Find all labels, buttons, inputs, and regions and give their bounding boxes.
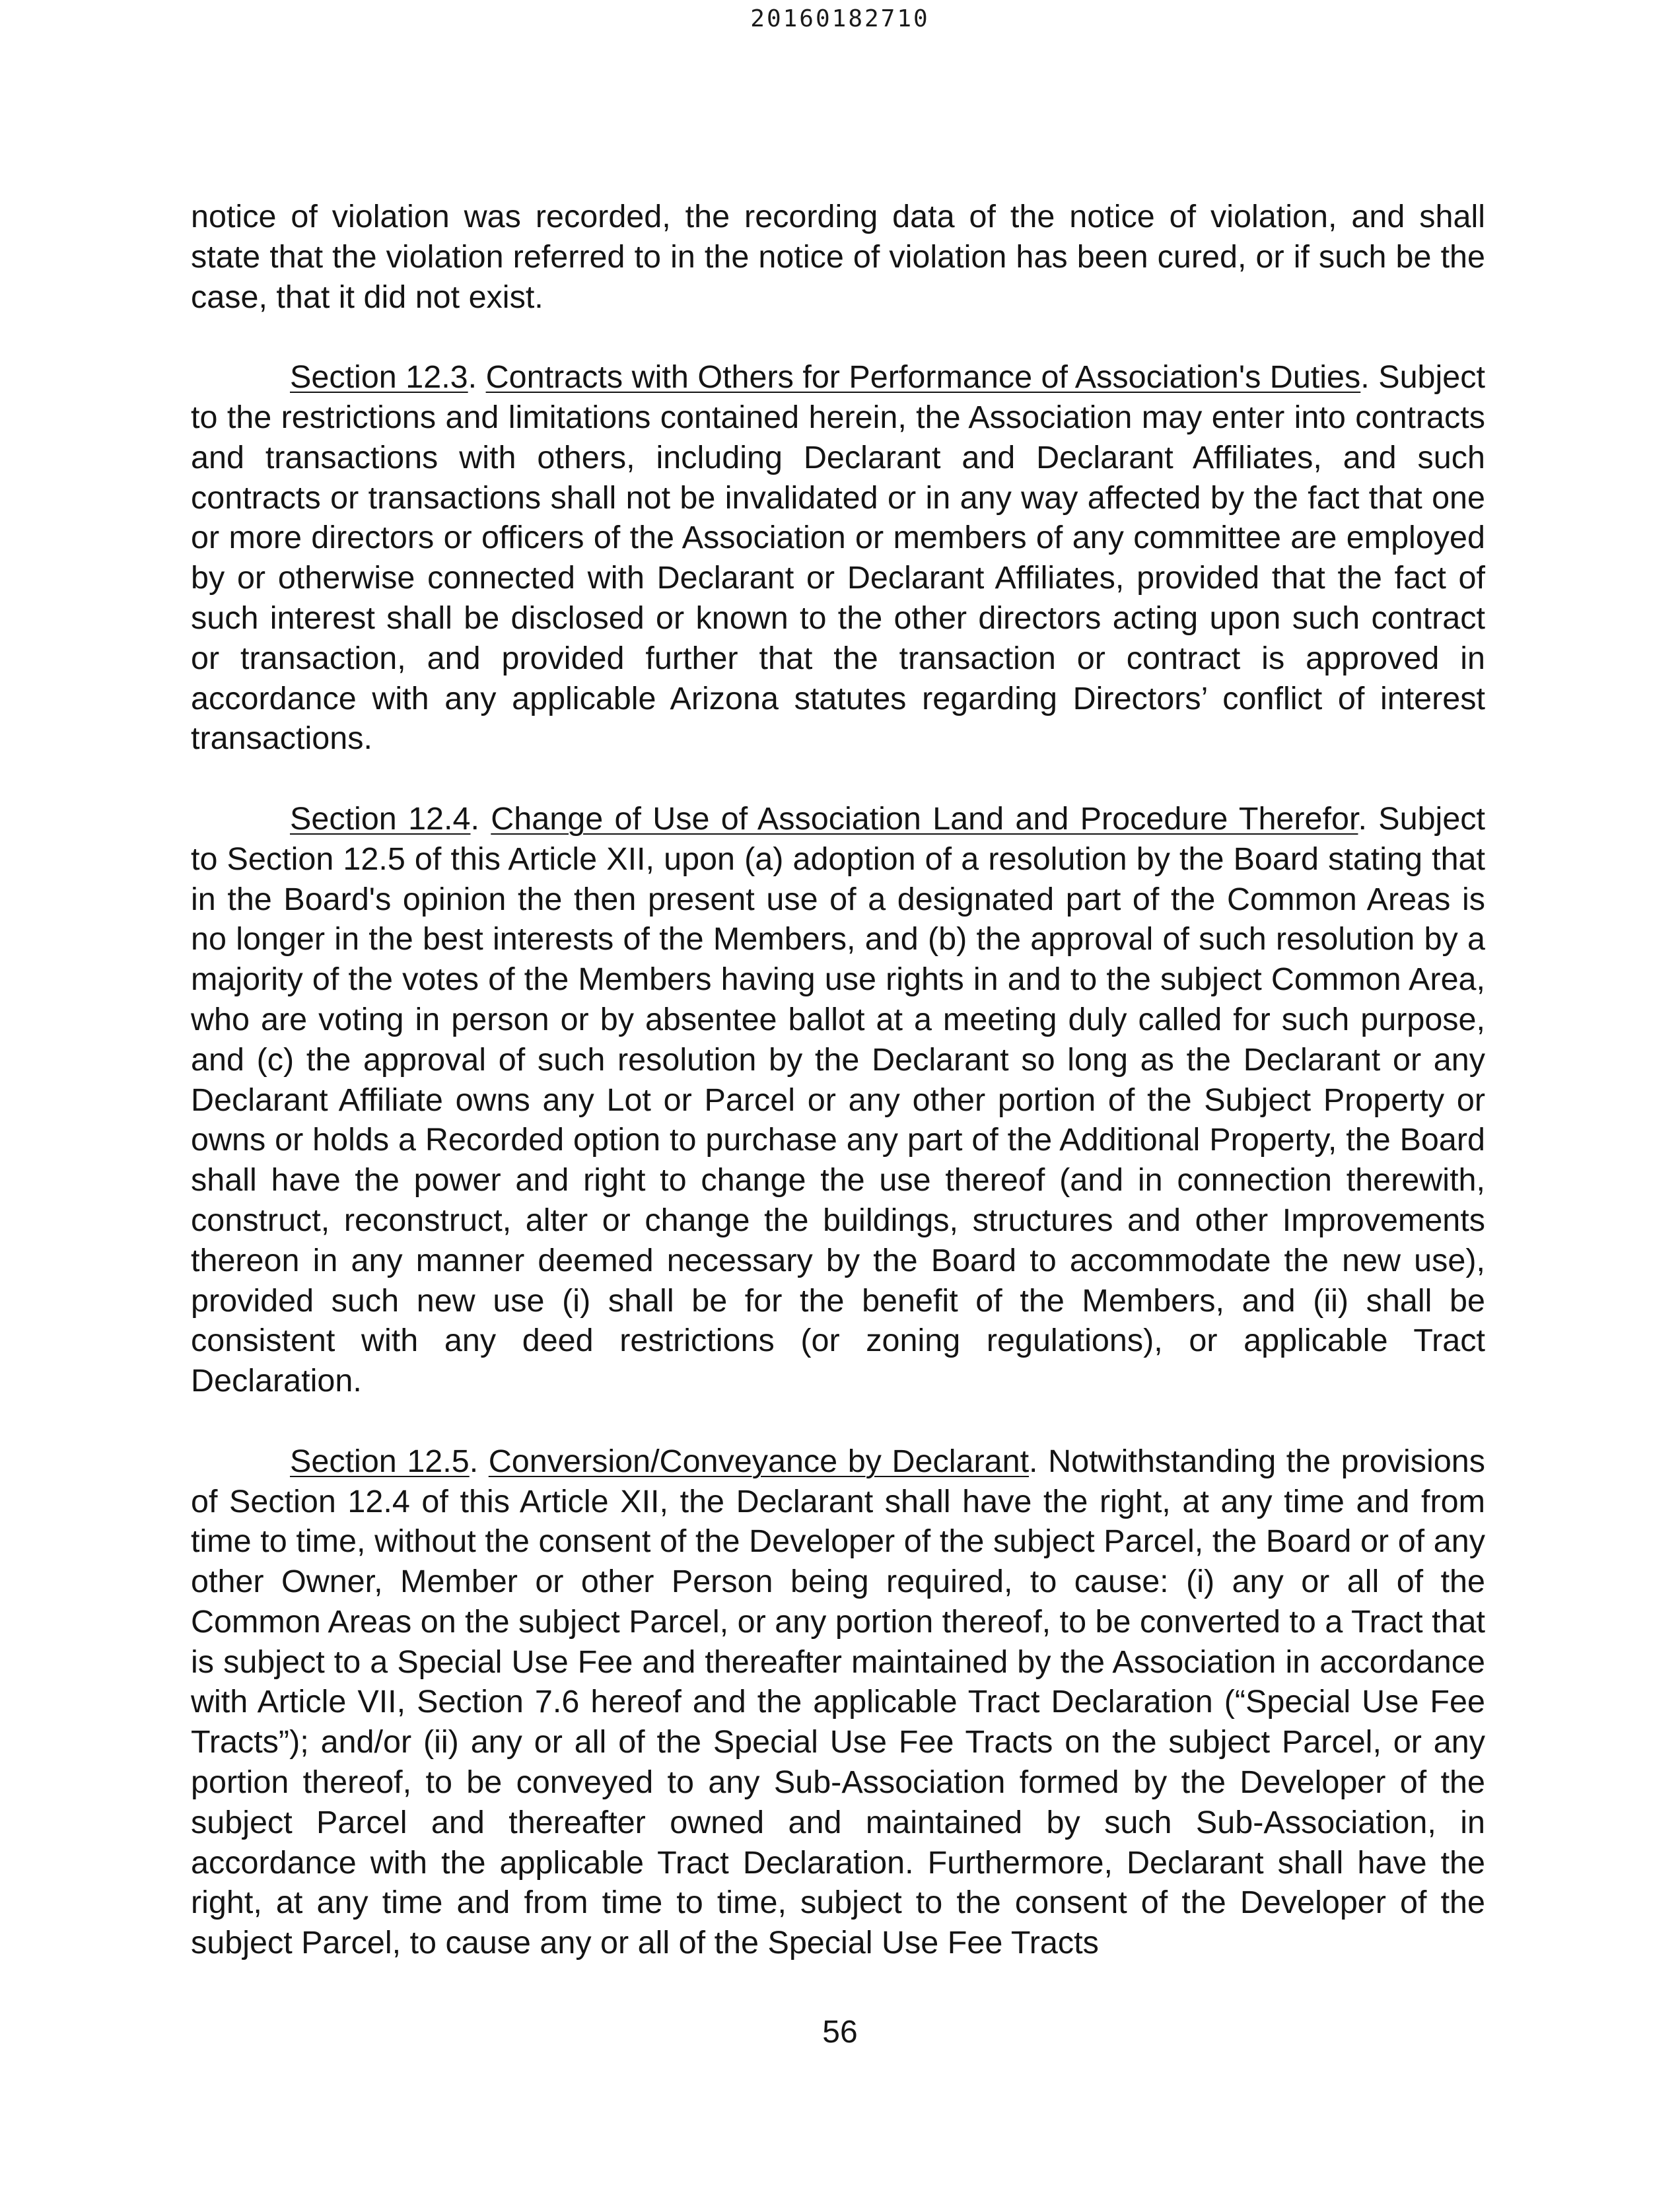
section-12-5-label: Section 12.5 <box>290 1443 470 1479</box>
recording-number: 20160182710 <box>750 5 930 32</box>
document-body <box>191 197 1485 1963</box>
section-12-5-title: Conversion/Conveyance by Declarant <box>488 1443 1030 1479</box>
section-12-3-paragraph: Section 12.3. Contracts with Others for Performance of Association's Duties. Subject to the restrictions and limitations contained herein, the Association may enter into contracts and transactions with others, including Declarant and Declarant Affiliates, and such contracts or transactions shall not be invalidated or in any way affected by the fact that one or more directors or officers of the Association or members of any committee are employed by or otherwise connected with Declarant or Declarant Affiliates, provided that the fact of such interest shall be disclosed or known to the other directors acting upon such contract or transaction, and provided further that the transaction or contract is approved in accordance with any applicable Arizona statutes regarding Directors’ conflict of interest transactions. <box>191 359 1486 757</box>
continuation-paragraph: notice of violation was recorded, the recording data of the notice of violation, and shall state that the violation referred to in the notice of violation has been cured, or if such be the case, that it did not exist. <box>191 199 1485 315</box>
section-12-5-paragraph: Section 12.5. Conversion/Conveyance by Declarant. Notwithstanding the provisions of Section 12.4 of this Article XII, the Declarant shall have the right, at any time and from time to time, without the consent of the Developer of the subject Parcel, the Board or of any other Owner, Member or other Person being required, to cause: (i) any or all of the Common Areas on the subject Parcel, or any portion thereof, to be converted to a Tract that is subject to a Special Use Fee and thereafter maintained by the Association in accordance with Article VII, Section 7.6 hereof and the applicable Tract Declaration (“Special Use Fee Tracts”); and/or (ii) any or all of the Special Use Fee Tracts on the subject Parcel, or any portion thereof, to be conveyed to any Sub-Association formed by the Developer of the subject Parcel and thereafter owned and maintained by such Sub-Association, in accordance with the applicable Tract Declaration. Furthermore, Declarant shall have the right, at any time and from time to time, subject to the consent of the Developer of the subject Parcel, to cause any or all of the Special Use Fee Tracts <box>191 1443 1486 1961</box>
page-number: 56 <box>822 2015 858 2050</box>
section-12-4-title: Change of Use of Association Land and Procedure Therefor <box>491 800 1358 837</box>
section-12-4-paragraph: Section 12.4. Change of Use of Association Land and Procedure Therefor. Subject to Section 12.5 of this Article XII, upon (a) adoption of a resolution by the Board stating that in the Board's opinion the then present use of a designated part of the Common Areas is no longer in the best interests of the Members, and (b) the approval of such resolution by a majority of the votes of the Members having use rights in and to the subject Common Area, who are voting in person or by absentee ballot at a meeting duly called for such purpose, and (c) the approval of such resolution by the Declarant so long as the Declarant or any Declarant Affiliate owns any Lot or Parcel or any other portion of the Subject Property or owns or holds a Recorded option to purchase any part of the Additional Property, the Board shall have the power and right to change the use thereof (and in connection therewith, construct, reconstruct, alter or change the buildings, structures and other Improvements thereon in any manner deemed necessary by the Board to accommodate the new use), provided such new use (i) shall be for the benefit of the Members, and (ii) shall be consistent with any deed restrictions (or zoning regulations), or applicable Tract Declaration. <box>191 800 1486 1399</box>
section-12-4-body: Subject to Section 12.5 of this Article XII, upon (a) adoption of a resolution by the Board stating that in the Board's opinion the then present use of a designated part of the Common Areas is no longer in the best interests of the Members, and (b) the approval of such resolution by a majority of the votes of the Members having use rights in and to the subject Common Area, who are voting in person or by absentee ballot at a meeting duly called for such purpose, and (c) the approval of such resolution by the Declarant so long as the Declarant or any Declarant Affiliate owns any Lot or Parcel or any other portion of the Subject Property or owns or holds a Recorded option to purchase any part of the Additional Property, the Board shall have the power and right to change the use thereof (and in connection therewith, construct, reconstruct, alter or change the buildings, structures and other Improvements thereon in any manner deemed necessary by the Board to accommodate the new use), provided such new use (i) shall be for the benefit of the Members, and (ii) shall be consistent with any deed restrictions (or zoning regulations), or applicable Tract Declaration. <box>191 800 1486 1399</box>
section-12-3-label: Section 12.3 <box>290 359 468 396</box>
section-12-5-body: Notwithstanding the provisions of Section 12.4 of this Article XII, the Declarant shall have the right, at any time and from time to time, without the consent of the Developer of the subject Parcel, the Board or of any other Owner, Member or other Person being required, to cause: (i) any or all of the Common Areas on the subject Parcel, or any portion thereof, to be converted to a Tract that is subject to a Special Use Fee and thereafter maintained by the Association in accordance with Article VII, Section 7.6 hereof and the applicable Tract Declaration (“Special Use Fee Tracts”); and/or (ii) any or all of the Special Use Fee Tracts on the subject Parcel, or any portion thereof, to be conveyed to any Sub-Association formed by the Developer of the subject Parcel and thereafter owned and maintained by such Sub-Association, in accordance with the applicable Tract Declaration. Furthermore, Declarant shall have the right, at any time and from time to time, subject to the consent of the Developer of the subject Parcel, to cause any or all of the Special Use Fee Tracts <box>191 1443 1486 1961</box>
section-12-3-body: Subject to the restrictions and limitations contained herein, the Association may enter into contracts and transactions with others, including Declarant and Declarant Affiliates, and such contracts or transactions shall not be invalidated or in any way affected by the fact that one or more directors or officers of the Association or members of any committee are employed by or otherwise connected with Declarant or Declarant Affiliates, provided that the fact of such interest shall be disclosed or known to the other directors acting upon such contract or transaction, and provided further that the transaction or contract is approved in accordance with any applicable Arizona statutes regarding Directors’ conflict of interest transactions. <box>191 359 1486 757</box>
section-12-3-title: Contracts with Others for Performance of Association's Duties <box>485 359 1361 396</box>
section-12-4-label: Section 12.4 <box>290 800 471 837</box>
